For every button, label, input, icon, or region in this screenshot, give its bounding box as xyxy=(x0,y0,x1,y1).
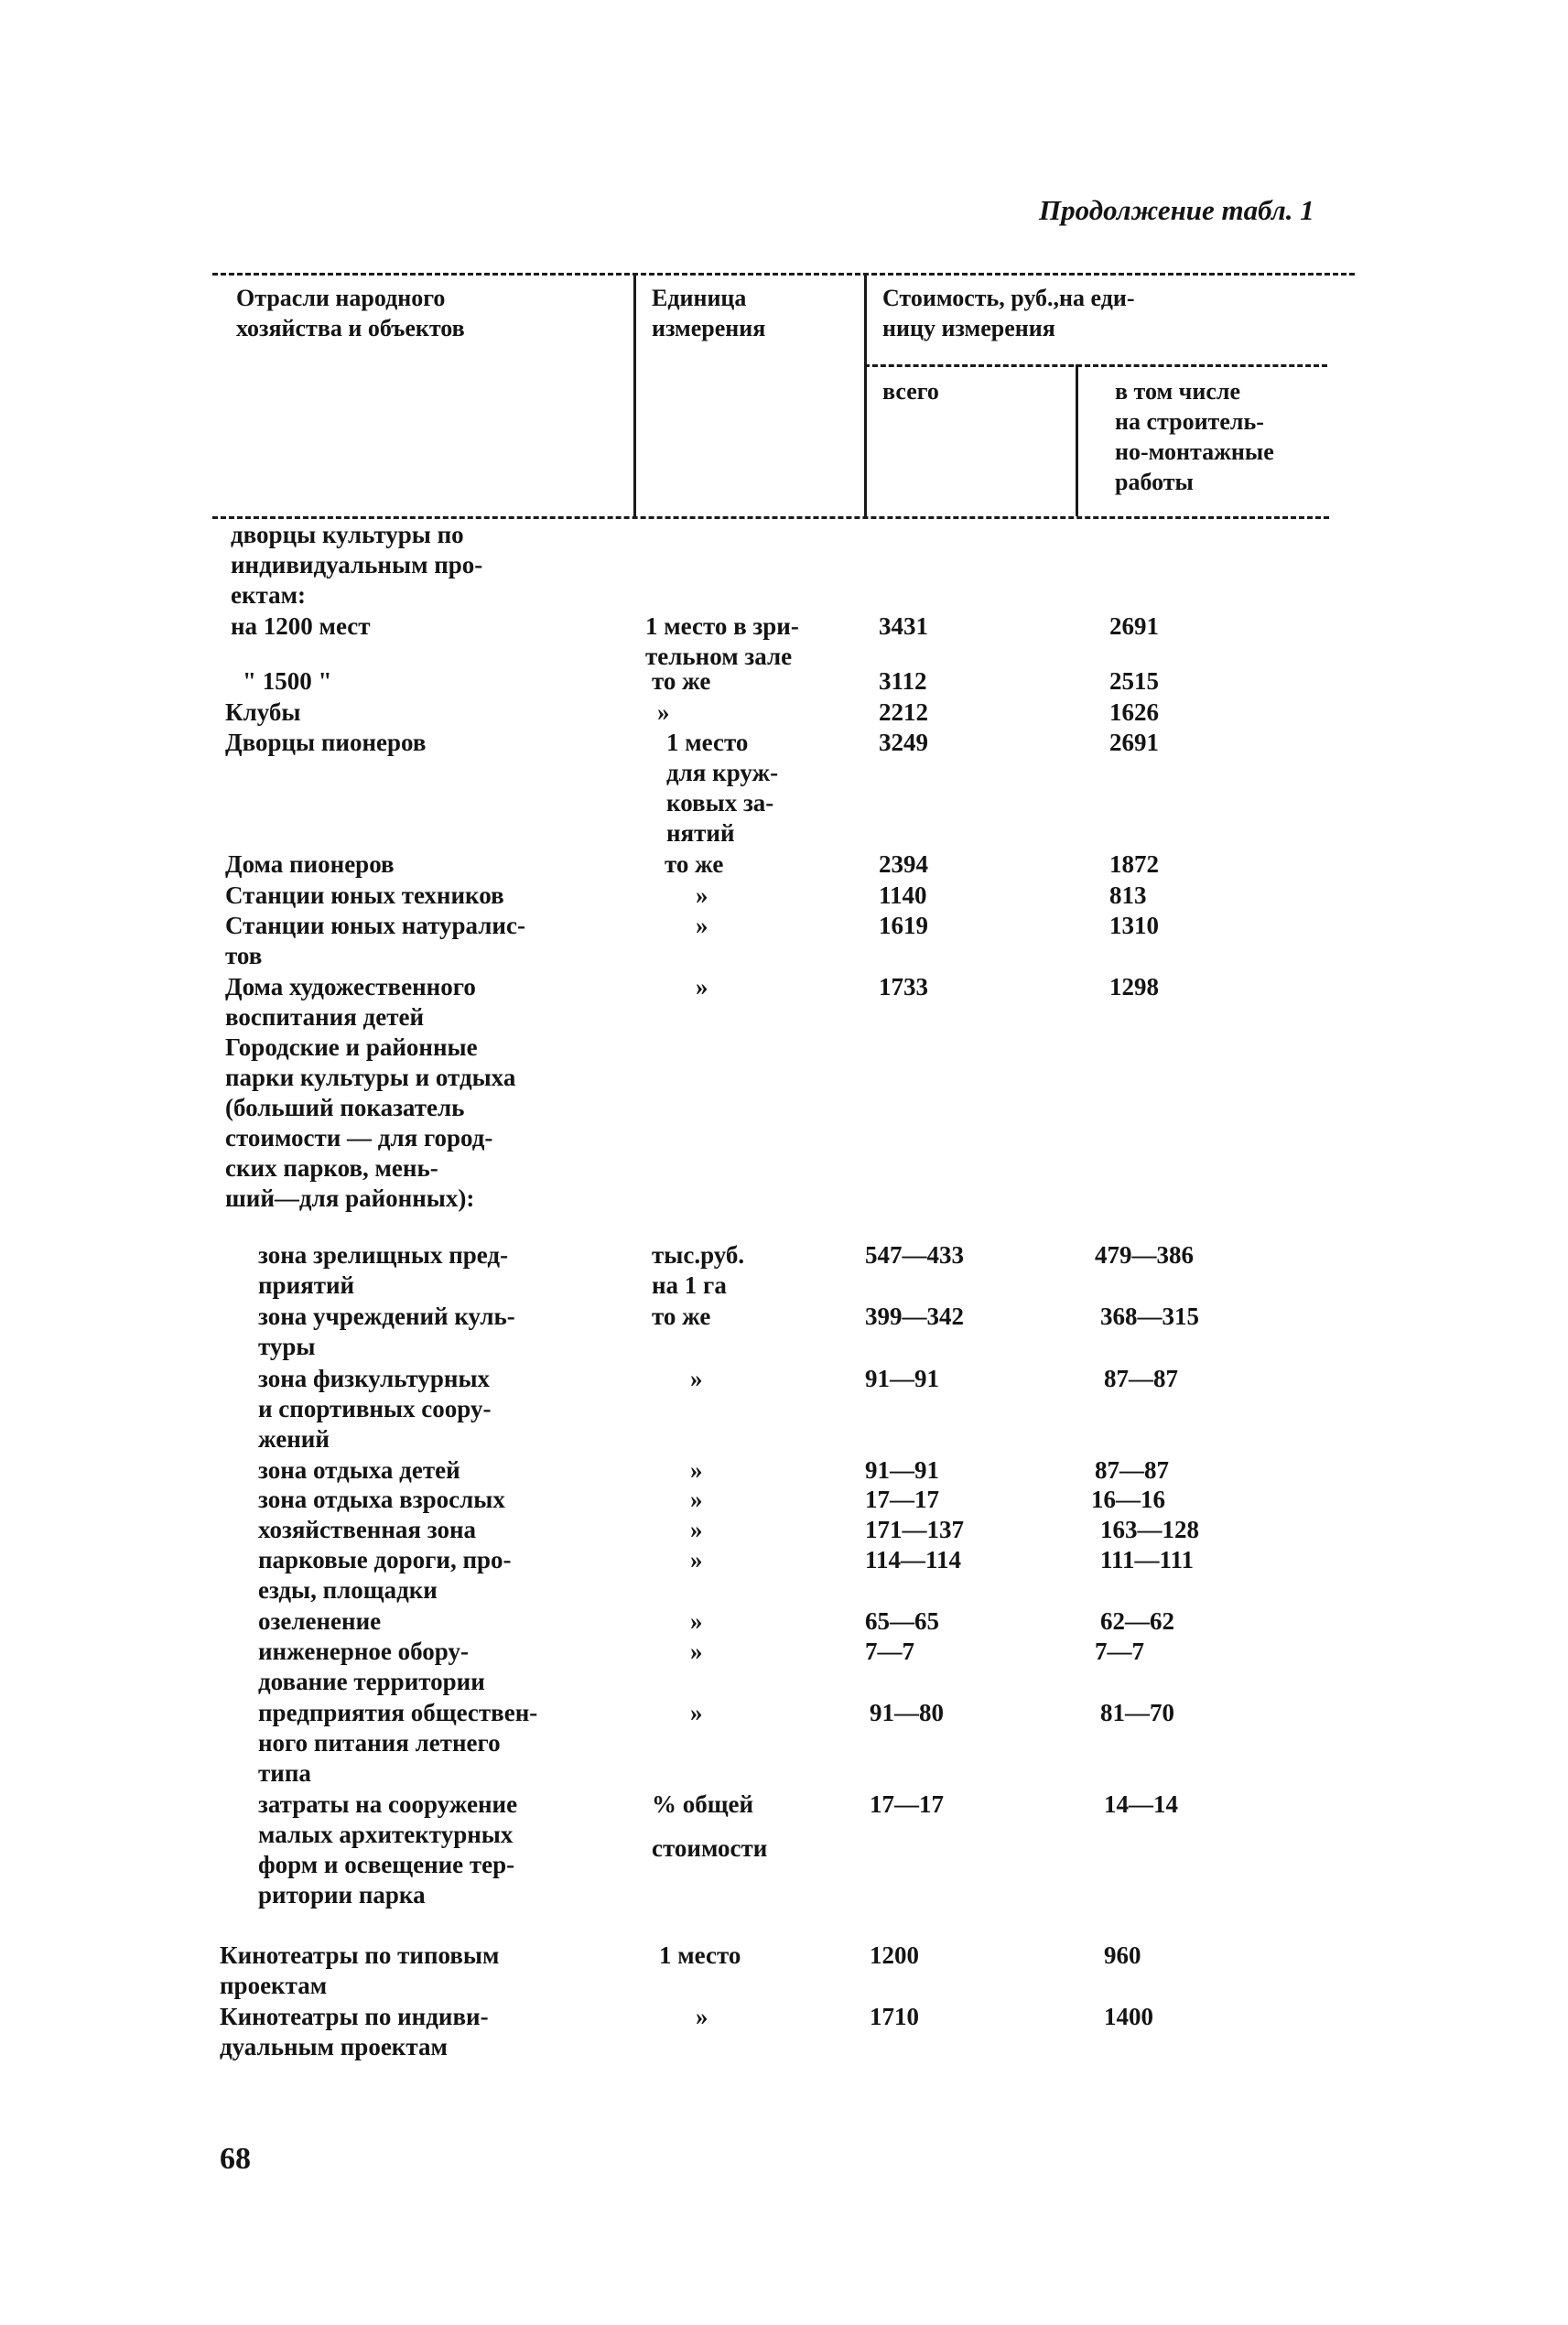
row-name: Городские и районные xyxy=(225,1033,478,1061)
row-unit: » xyxy=(690,1516,703,1543)
row-cost-total: 547—433 xyxy=(865,1241,964,1269)
row-name: жений xyxy=(258,1425,330,1453)
row-unit: 1 место в зри- xyxy=(645,612,799,640)
header-col-industry-line: Отрасли народного xyxy=(236,285,446,311)
row-name: стоимости — для город- xyxy=(225,1124,493,1152)
header-col-cost-line: ницу измерения xyxy=(882,315,1055,341)
row-cost-total: 1619 xyxy=(879,912,928,939)
row-unit: » xyxy=(690,1546,703,1573)
row-cost-total: 7—7 xyxy=(865,1638,914,1665)
row-name: Клубы xyxy=(225,698,301,726)
row-cost-construction: 163—128 xyxy=(1100,1516,1199,1543)
row-name: зона учреждений куль- xyxy=(258,1303,515,1330)
row-unit: » xyxy=(690,1638,703,1665)
row-cost-construction: 2691 xyxy=(1109,729,1159,756)
row-unit: » xyxy=(696,912,708,939)
row-name: воспитания детей xyxy=(225,1003,425,1031)
row-cost-construction: 87—87 xyxy=(1104,1365,1178,1392)
row-cost-total: 2212 xyxy=(879,698,928,726)
row-unit: » xyxy=(696,973,708,1000)
row-unit: для круж- xyxy=(666,759,779,786)
row-cost-total: 1733 xyxy=(879,973,928,1000)
header-col-cost-total: всего xyxy=(882,378,939,405)
row-name: Станции юных техников xyxy=(225,881,504,909)
row-name: и спортивных соору- xyxy=(258,1395,492,1422)
row-cost-construction: 813 xyxy=(1109,881,1147,909)
row-name: " 1500 " xyxy=(243,667,332,695)
row-cost-construction: 2515 xyxy=(1109,667,1159,695)
row-cost-total: 17—17 xyxy=(870,1790,944,1818)
row-cost-total: 91—80 xyxy=(870,1699,944,1726)
row-unit: 1 место xyxy=(666,729,749,756)
header-col-unit-line: измерения xyxy=(652,315,766,341)
page-number: 68 xyxy=(220,2142,251,2176)
row-cost-total: 171—137 xyxy=(865,1516,964,1543)
row-unit: нятий xyxy=(666,819,735,847)
header-col-cost-cmw-line: но-монтажные xyxy=(1115,438,1274,465)
header-col-cost-cmw-line: в том числе xyxy=(1115,378,1240,405)
row-name: ший—для районных): xyxy=(225,1184,475,1212)
row-cost-total: 399—342 xyxy=(865,1303,964,1330)
row-cost-construction: 7—7 xyxy=(1095,1638,1144,1665)
row-unit: стоимости xyxy=(652,1834,768,1862)
row-cost-construction: 960 xyxy=(1104,1941,1141,1969)
row-cost-total: 1200 xyxy=(870,1941,919,1969)
row-cost-construction: 1310 xyxy=(1109,912,1159,939)
row-cost-construction: 1872 xyxy=(1109,850,1159,878)
row-cost-total: 3112 xyxy=(879,667,927,695)
row-name: хозяйственная зона xyxy=(258,1516,477,1543)
row-name: зона отдыха детей xyxy=(258,1456,460,1484)
row-unit: то же xyxy=(652,1303,711,1330)
row-cost-total: 1710 xyxy=(870,2003,919,2030)
row-unit: » xyxy=(696,881,708,909)
row-unit: » xyxy=(696,2003,708,2030)
row-cost-total: 114—114 xyxy=(865,1546,962,1573)
row-name: дуальным проектам xyxy=(220,2033,448,2060)
row-unit: % общей xyxy=(652,1790,754,1818)
header-col-industry-line: хозяйства и объектов xyxy=(236,315,465,341)
row-unit: » xyxy=(690,1607,703,1635)
row-cost-construction: 62—62 xyxy=(1100,1607,1174,1635)
row-unit: ковых за- xyxy=(666,789,774,816)
row-name: дворцы культуры по xyxy=(231,521,464,548)
row-name: типа xyxy=(258,1759,311,1787)
row-cost-total: 1140 xyxy=(879,881,927,909)
row-unit: тельном зале xyxy=(645,643,793,670)
row-unit: то же xyxy=(652,667,711,695)
row-unit: » xyxy=(657,698,670,726)
row-name: затраты на сооружение xyxy=(258,1790,518,1818)
row-cost-total: 2394 xyxy=(879,850,928,878)
row-name: ного питания летнего xyxy=(258,1729,501,1757)
row-name: зона отдыха взрослых xyxy=(258,1486,505,1513)
row-name: приятий xyxy=(258,1271,355,1299)
row-cost-construction: 87—87 xyxy=(1095,1456,1169,1484)
row-name: Дома пионеров xyxy=(225,850,395,878)
row-cost-total: 3431 xyxy=(879,612,928,640)
row-cost-construction: 1298 xyxy=(1109,973,1159,1000)
header-col-divider-1 xyxy=(633,273,636,516)
row-name: парковые дороги, про- xyxy=(258,1546,512,1573)
row-name: Станции юных натуралис- xyxy=(225,912,525,939)
row-name: ектам: xyxy=(231,581,307,609)
row-cost-construction: 1400 xyxy=(1104,2003,1153,2030)
row-name: Кинотеатры по типовым xyxy=(220,1941,500,1969)
row-name: инженерное обору- xyxy=(258,1638,469,1665)
row-unit: » xyxy=(690,1365,703,1392)
row-name: зона зрелищных пред- xyxy=(258,1241,509,1269)
row-name: озеленение xyxy=(258,1607,382,1635)
row-name: индивидуальным про- xyxy=(231,551,483,579)
table-caption: Продолжение табл. 1 xyxy=(1039,194,1314,226)
row-name: (больший показатель xyxy=(225,1094,465,1121)
header-col-cost-cmw-line: на строитель- xyxy=(1115,408,1264,435)
row-cost-construction: 81—70 xyxy=(1100,1699,1174,1726)
row-cost-total: 17—17 xyxy=(865,1486,939,1513)
row-cost-construction: 368—315 xyxy=(1100,1303,1199,1330)
row-name: форм и освещение тер- xyxy=(258,1851,515,1878)
row-cost-construction: 16—16 xyxy=(1091,1486,1165,1513)
row-name: малых архитектурных xyxy=(258,1821,514,1848)
header-col-divider-2 xyxy=(864,273,867,516)
header-col-divider-3 xyxy=(1076,364,1078,516)
row-name: дование территории xyxy=(258,1668,485,1695)
header-bottom-rule xyxy=(212,516,1329,519)
header-col-cost-line: Стоимость, руб.,на еди- xyxy=(882,285,1135,311)
row-unit: 1 место xyxy=(659,1941,741,1969)
row-cost-total: 91—91 xyxy=(865,1365,939,1392)
header-mid-rule xyxy=(864,364,1327,367)
row-name: зона физкультурных xyxy=(258,1365,491,1392)
row-cost-construction: 479—386 xyxy=(1095,1241,1194,1269)
row-cost-total: 65—65 xyxy=(865,1607,939,1635)
row-name: Кинотеатры по индиви- xyxy=(220,2003,489,2030)
row-name: ских парков, мень- xyxy=(225,1154,438,1182)
row-unit: на 1 га xyxy=(652,1271,727,1299)
header-col-unit-line: Единица xyxy=(652,285,747,311)
row-unit: то же xyxy=(665,850,724,878)
row-unit: тыс.руб. xyxy=(652,1241,745,1269)
row-unit: » xyxy=(690,1486,703,1513)
row-cost-construction: 1626 xyxy=(1109,698,1159,726)
header-top-rule xyxy=(212,273,1355,276)
row-name: проектам xyxy=(220,1972,328,1999)
row-cost-construction: 14—14 xyxy=(1104,1790,1178,1818)
row-name: на 1200 мест xyxy=(231,612,371,640)
row-unit: » xyxy=(690,1456,703,1484)
row-name: Дома художественного xyxy=(225,973,476,1000)
row-name: ритории парка xyxy=(258,1881,426,1909)
row-cost-total: 91—91 xyxy=(865,1456,939,1484)
row-cost-total: 3249 xyxy=(879,729,928,756)
row-name: езды, площадки xyxy=(258,1576,438,1604)
header-col-cost-cmw-line: работы xyxy=(1115,469,1194,495)
row-cost-construction: 2691 xyxy=(1109,612,1159,640)
row-name: парки культуры и отдыха xyxy=(225,1064,516,1091)
row-name: тов xyxy=(225,942,263,969)
row-name: предприятия обществен- xyxy=(258,1699,538,1726)
row-name: туры xyxy=(258,1333,316,1360)
row-name: Дворцы пионеров xyxy=(225,729,427,756)
row-unit: » xyxy=(690,1699,703,1726)
row-cost-construction: 111—111 xyxy=(1100,1546,1195,1573)
